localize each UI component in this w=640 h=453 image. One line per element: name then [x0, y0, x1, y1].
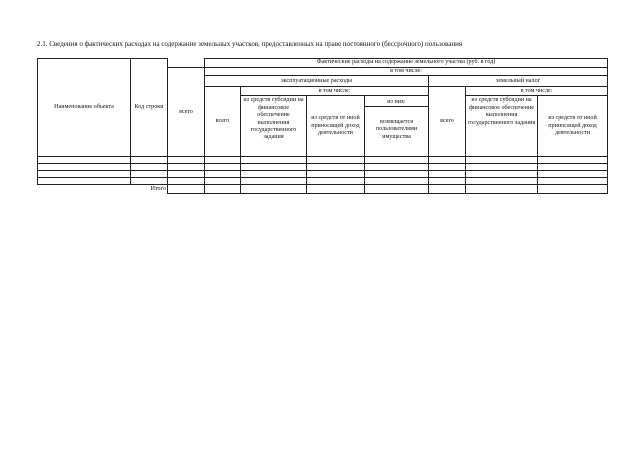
- header-reimbursed-label: возмещается пользователями имущества: [375, 118, 418, 140]
- total-label: Итого: [150, 185, 166, 192]
- header-op-income: из средств от иной приносящей доход деятельности: [307, 96, 365, 157]
- header-including: в том числе:: [205, 68, 608, 76]
- total-row: [38, 185, 608, 194]
- section-heading: 2.1. Сведения о фактических расходах на содержание земельных участков, предоставленных на праве постоянного (бессрочного) пользования: [37, 40, 463, 48]
- header-row-code: Код строки: [131, 59, 168, 157]
- header-operating-expenses: эксплуатационные расходы: [205, 76, 429, 87]
- header-tax-subsidy: из средств субсидии на финансовое обеспечение выполнения государственного задания: [466, 96, 538, 157]
- header-tax-total: всего: [429, 87, 466, 157]
- header-land-tax: земельный налог: [429, 76, 608, 87]
- table-row: [38, 157, 608, 164]
- header-spacer: [168, 59, 205, 68]
- header-tax-income: из средств от иной приносящей доход деятельности: [538, 96, 608, 157]
- header-op-total: всего: [205, 87, 241, 157]
- header-op-subsidy: из средств субсидии на финансовое обеспечение выполнения государственного задания: [241, 96, 307, 157]
- header-object-name: Наименование объекта: [38, 59, 131, 157]
- header-actual-expenses: Фактические расходы на содержание земельного участка (руб. в год): [205, 59, 608, 68]
- land-expenses-table: [37, 58, 608, 194]
- header-op-including: в том числе:: [241, 87, 429, 96]
- header-grand-total: всего: [168, 68, 205, 157]
- header-op-reimbursed: [365, 96, 429, 157]
- table-row: [38, 164, 608, 171]
- header-tax-including: в том числе:: [466, 87, 608, 96]
- table-row: [38, 171, 608, 178]
- header-of-them: из них:: [365, 98, 428, 107]
- table-row: [38, 178, 608, 185]
